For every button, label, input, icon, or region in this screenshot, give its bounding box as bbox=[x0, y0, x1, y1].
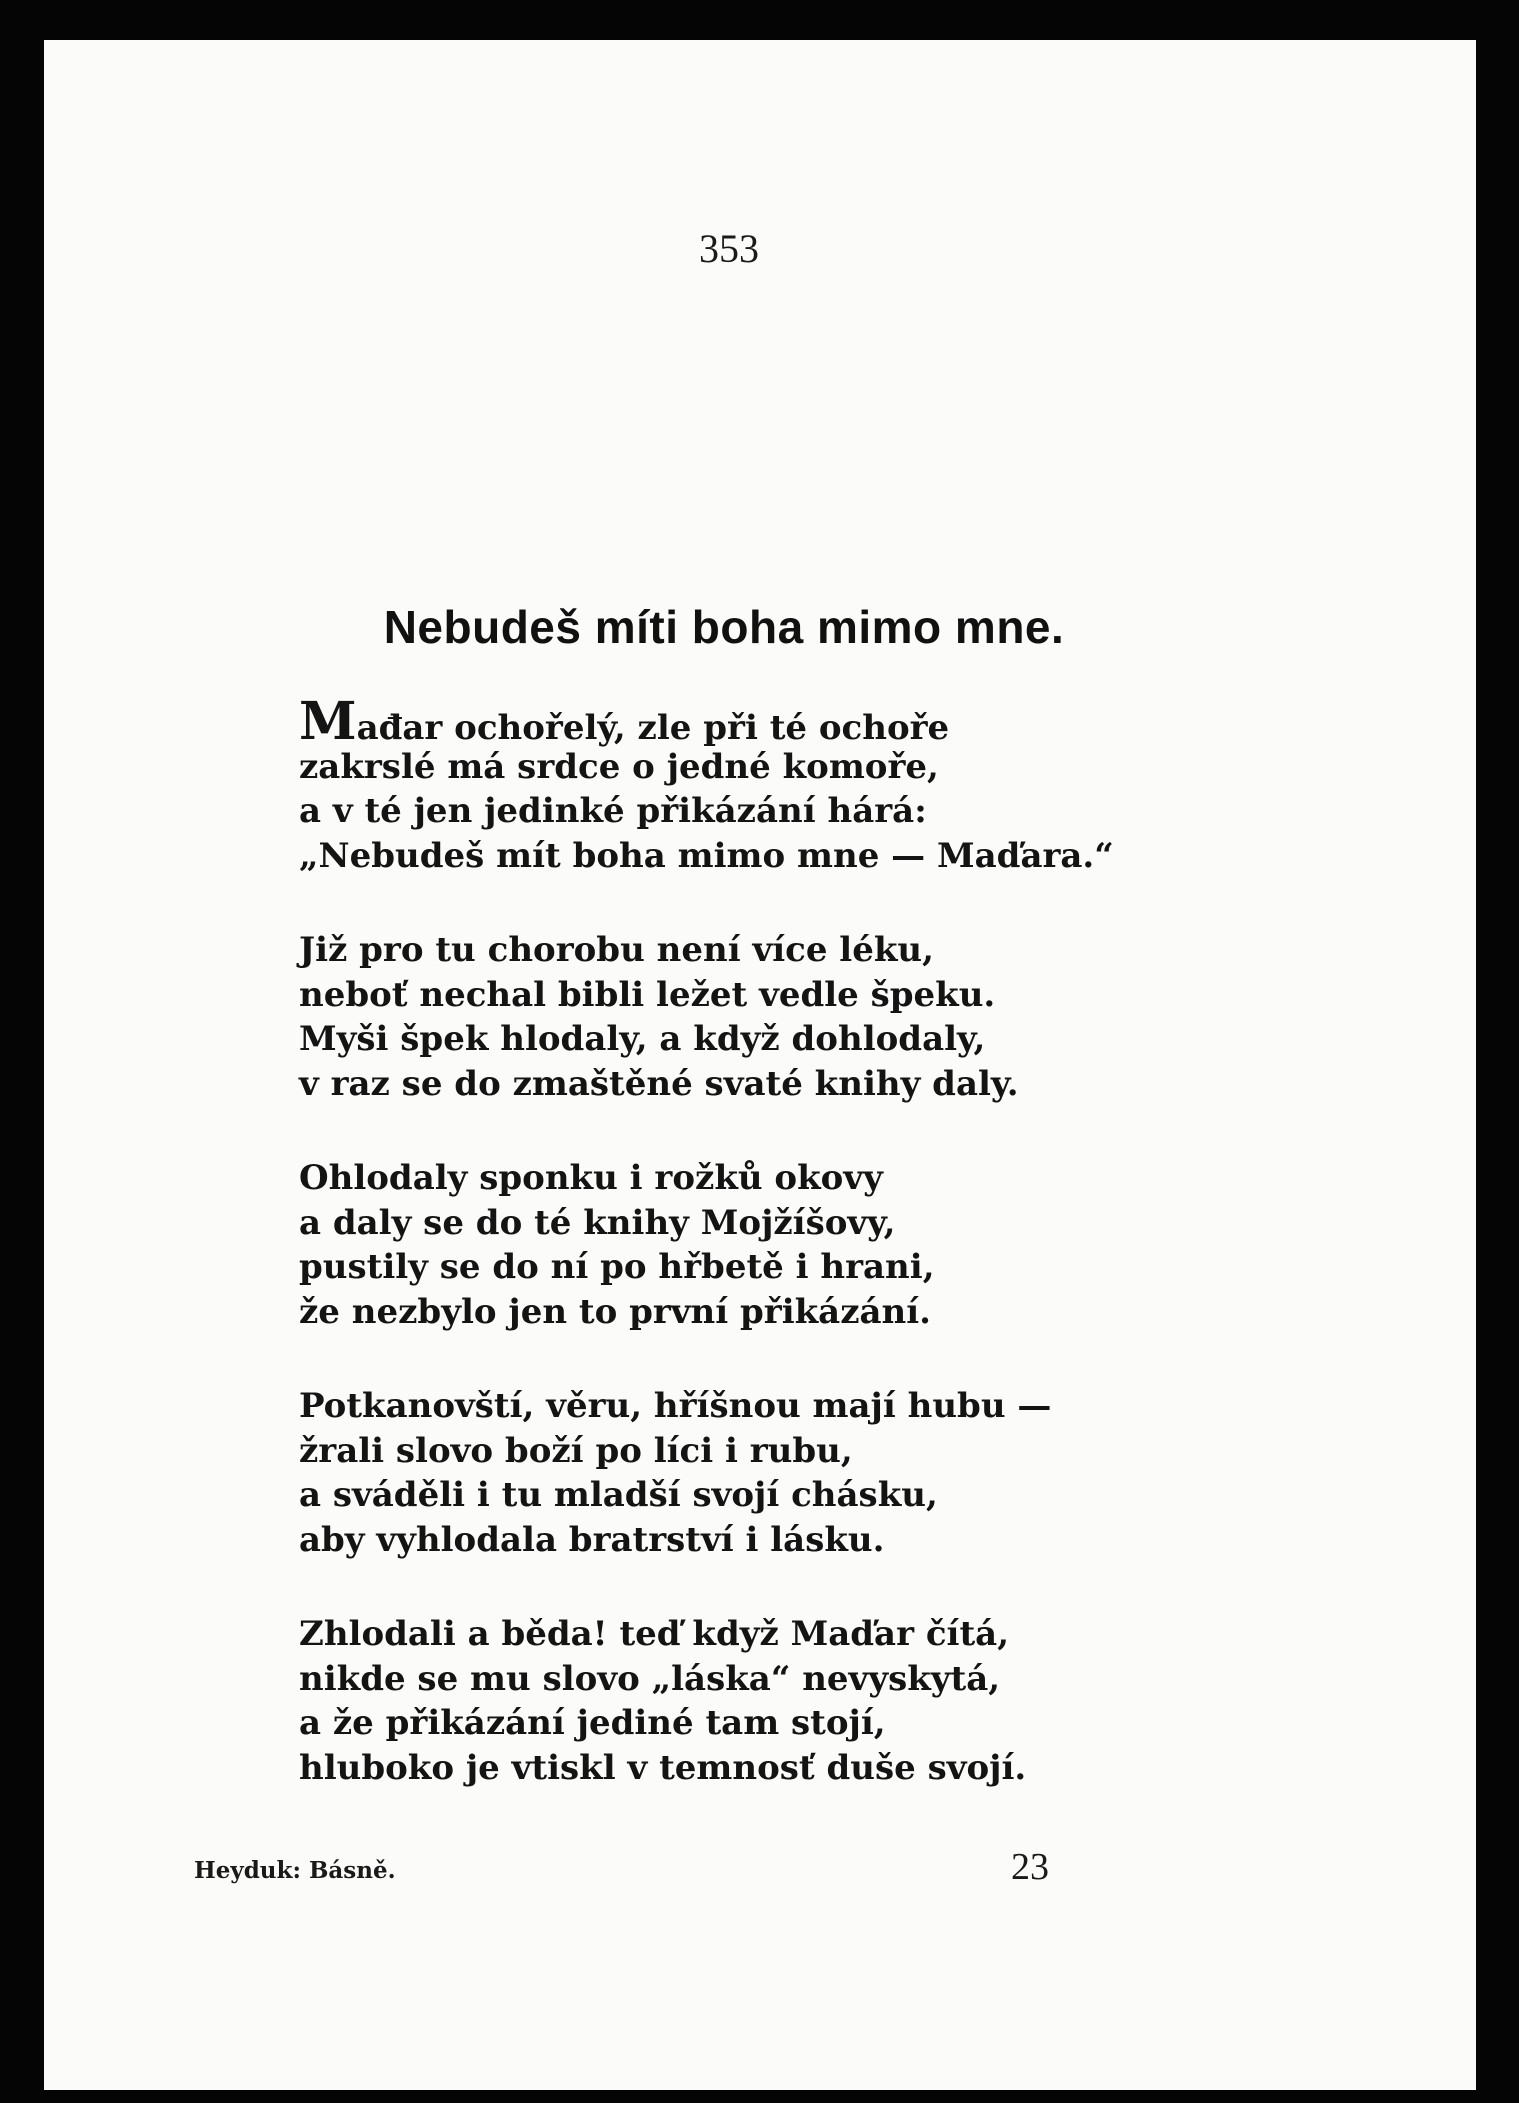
poem-line: Již pro tu chorobu není více léku, bbox=[299, 930, 934, 970]
page-footer bbox=[194, 1845, 1049, 1889]
poem-line: nikde se mu slovo „láska“ nevyskytá, bbox=[299, 1658, 1001, 1699]
stanza-3 bbox=[299, 1156, 1179, 1334]
signature-mark: 23 bbox=[1011, 1846, 1049, 1888]
stanza-4 bbox=[299, 1384, 1179, 1562]
poem-line: zakrslé má srdce o jedné komoře, bbox=[299, 746, 939, 787]
poem-title: Nebudeš míti boha mimo mne. bbox=[383, 601, 1065, 653]
poem-line bbox=[299, 691, 1179, 752]
poem-line: a sváděli i tu mladší svojí chásku, bbox=[299, 1475, 938, 1515]
poem-line: Potkanovští, věru, hříšnou mají hubu — bbox=[299, 1386, 1052, 1426]
poem-line: že nezbylo jen to první přikázání. bbox=[299, 1291, 932, 1332]
poem-line: a daly se do té knihy Mojžíšovy, bbox=[299, 1202, 896, 1243]
poem-line: Zhlodali a běda! teď když Maďar čítá, bbox=[299, 1614, 1010, 1654]
poem-line: „Nebudeš mít boha mimo mne — Maďara.“ bbox=[299, 835, 1114, 876]
poem-line: žrali slovo boží po líci i rubu, bbox=[299, 1430, 853, 1471]
poem-line: a že přikázání jediné tam stojí, bbox=[299, 1703, 886, 1743]
book-page bbox=[44, 40, 1476, 2090]
poem-line: Myši špek hlodaly, a když dohlodaly, bbox=[299, 1019, 986, 1059]
poem-line: v raz se do zmaštěné svaté knihy daly. bbox=[299, 1063, 1019, 1104]
line-text: ađar ochořelý, zle při té ochoře bbox=[356, 708, 950, 748]
poem-body bbox=[299, 691, 1179, 1840]
stanza-2 bbox=[299, 928, 1179, 1106]
page-number: 353 bbox=[699, 226, 759, 271]
poem-line: aby vyhlodala bratrství i lásku. bbox=[299, 1519, 885, 1560]
poem-line: a v té jen jedinké přikázání hárá: bbox=[299, 791, 927, 831]
poem-line: neboť nechal bibli ležet vedle špeku. bbox=[299, 974, 996, 1015]
poem-line: hluboko je vtiskl v temnosť duše svojí. bbox=[299, 1747, 1027, 1788]
stanza-1 bbox=[299, 691, 1179, 878]
stanza-5 bbox=[299, 1612, 1179, 1790]
drop-initial: M bbox=[299, 691, 357, 752]
poem-line: Ohlodaly sponku i rožků okovy bbox=[299, 1158, 883, 1198]
poem-line: pustily se do ní po hřbetě i hrani, bbox=[299, 1247, 935, 1287]
book-signature: Heyduk: Básně. bbox=[194, 1857, 396, 1884]
